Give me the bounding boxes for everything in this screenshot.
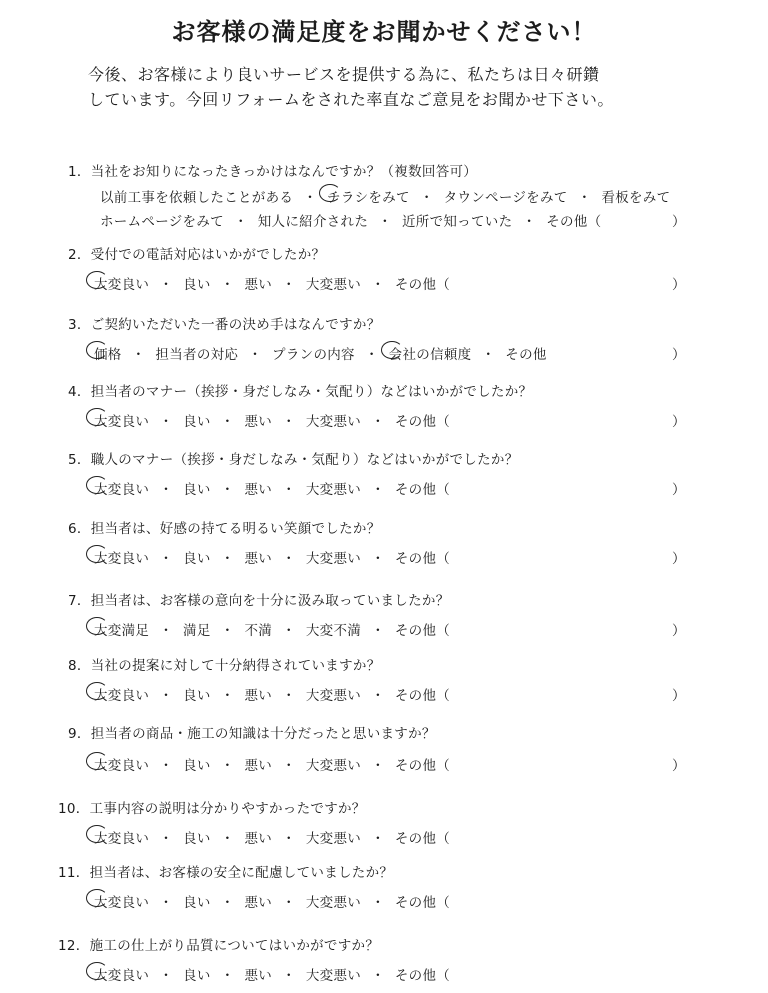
answer-option[interactable]: 大変悪い xyxy=(305,551,362,567)
question-number: 5． xyxy=(68,452,91,468)
selected-mark-icon xyxy=(86,962,108,980)
option-separator: ・ xyxy=(371,688,385,704)
close-paren: ） xyxy=(672,551,686,567)
answer-row xyxy=(94,343,547,363)
option-separator: ・ xyxy=(282,414,296,430)
answer-option[interactable]: 大変悪い xyxy=(305,482,362,498)
option-separator: ・ xyxy=(159,968,174,984)
answer-option[interactable]: その他（ xyxy=(394,688,451,704)
question-number: 9． xyxy=(68,726,91,742)
answer-option[interactable]: 看板をみて xyxy=(601,190,671,206)
answer-option[interactable]: その他（ xyxy=(394,414,451,430)
selected-mark-icon xyxy=(86,752,108,770)
option-separator: ・ xyxy=(522,214,537,230)
option-separator: ・ xyxy=(220,831,235,847)
option-separator: ・ xyxy=(282,688,296,704)
question-label: 担当者は、好感の持てる明るい笑顔でしたか？ xyxy=(90,521,381,537)
question-text xyxy=(68,448,519,468)
question-text xyxy=(68,243,325,263)
intro-line-1: 今後、お客様により良いサービスを提供する為に、私たちは日々研鑽 xyxy=(88,65,600,84)
answer-row xyxy=(94,478,450,498)
question-number: 2． xyxy=(68,247,91,263)
answer-option[interactable]: 大変良い xyxy=(94,684,149,704)
question-number: 12． xyxy=(58,938,90,954)
selected-mark-icon xyxy=(86,617,108,635)
answer-row xyxy=(94,754,450,774)
answer-option[interactable]: プランの内容 xyxy=(272,347,355,363)
answer-row xyxy=(94,684,450,704)
question-text xyxy=(68,589,450,609)
option-separator: ・ xyxy=(378,214,392,230)
option-separator: ・ xyxy=(282,831,296,847)
close-paren: ） xyxy=(672,347,686,363)
answer-row xyxy=(94,827,450,847)
option-separator: ・ xyxy=(220,758,235,774)
close-paren: ） xyxy=(672,214,686,230)
option-separator: ・ xyxy=(282,623,296,639)
option-separator: ・ xyxy=(371,623,385,639)
answer-option[interactable]: 良い xyxy=(183,482,211,498)
answer-option[interactable]: その他（ xyxy=(394,482,451,498)
question-text xyxy=(58,861,393,881)
option-separator: ・ xyxy=(282,968,296,984)
answer-option[interactable]: 担当者の対応 xyxy=(155,347,239,363)
selected-mark-icon xyxy=(86,341,108,359)
option-separator: ・ xyxy=(220,551,235,567)
answer-option[interactable]: 悪い xyxy=(244,482,273,498)
answer-option[interactable]: 会社の信頼度 xyxy=(389,343,472,363)
answer-option[interactable]: 良い xyxy=(183,831,211,847)
option-separator: ・ xyxy=(282,551,296,567)
answer-option[interactable]: 悪い xyxy=(244,277,273,293)
selected-mark-icon xyxy=(86,682,108,700)
answer-option[interactable]: タウンページをみて xyxy=(443,190,568,206)
option-separator: ・ xyxy=(371,277,385,293)
option-separator: ・ xyxy=(371,551,385,567)
option-separator: ・ xyxy=(303,190,318,206)
question-number: 11． xyxy=(58,865,90,881)
answer-option[interactable]: 良い xyxy=(183,277,211,293)
intro-line-2: しています。今回リフォームをされた率直なご意見をお聞かせ下さい。 xyxy=(88,90,614,109)
answer-option[interactable]: 大変良い xyxy=(94,273,149,293)
question-label: 当社の提案に対して十分納得されていますか？ xyxy=(90,658,381,674)
close-paren: ） xyxy=(672,482,686,498)
option-separator: ・ xyxy=(159,688,174,704)
question-text xyxy=(58,797,366,817)
option-separator: ・ xyxy=(481,347,496,363)
answer-option[interactable]: 近所で知っていた xyxy=(401,214,513,230)
question-label: 担当者は、お客様の意向を十分に汲み取っていましたか？ xyxy=(90,593,450,609)
answer-option[interactable]: 良い xyxy=(183,688,211,704)
question-number: 1． xyxy=(68,164,91,180)
option-separator: ・ xyxy=(371,968,385,984)
question-label: 受付での電話対応はいかがでしたか？ xyxy=(90,247,326,263)
option-separator: ・ xyxy=(159,482,174,498)
question-text xyxy=(58,934,379,954)
answer-option[interactable]: 大変悪い xyxy=(305,831,362,847)
question-text xyxy=(68,517,381,537)
answer-option[interactable]: 悪い xyxy=(244,895,273,911)
option-separator: ・ xyxy=(282,895,296,911)
option-separator: ・ xyxy=(282,482,296,498)
answer-option[interactable]: その他（ xyxy=(546,214,602,230)
question-text xyxy=(68,160,477,180)
option-separator: ・ xyxy=(233,214,248,230)
answer-option[interactable]: 大変満足 xyxy=(94,619,149,639)
question-label: 当社をお知りになったきっかけはなんですか？（複数回答可） xyxy=(90,164,478,180)
answer-option[interactable]: その他（ xyxy=(394,277,451,293)
option-separator: ・ xyxy=(220,277,235,293)
selected-mark-icon xyxy=(86,271,108,289)
close-paren: ） xyxy=(672,414,686,430)
answer-row xyxy=(100,186,670,206)
option-separator: ・ xyxy=(371,831,385,847)
option-separator: ・ xyxy=(577,190,592,206)
option-separator: ・ xyxy=(159,831,174,847)
page-title: お客様の満足度をお聞かせください！ xyxy=(171,18,597,46)
selected-mark-icon xyxy=(86,408,108,426)
option-separator: ・ xyxy=(419,190,434,206)
answer-row xyxy=(94,964,450,984)
answer-option[interactable]: 悪い xyxy=(244,551,273,567)
question-number: 10． xyxy=(58,801,90,817)
close-paren: ） xyxy=(672,277,686,293)
answer-option[interactable]: 大変良い xyxy=(94,827,149,847)
answer-option[interactable]: 大変良い xyxy=(94,410,149,430)
selected-mark-icon xyxy=(86,825,108,843)
answer-option[interactable]: 満足 xyxy=(183,623,211,639)
option-separator: ・ xyxy=(159,623,174,639)
question-number: 3． xyxy=(68,317,91,333)
selected-mark-icon xyxy=(381,341,403,359)
selected-mark-icon xyxy=(319,184,341,202)
option-separator: ・ xyxy=(364,347,379,363)
answer-option[interactable]: 大変悪い xyxy=(305,968,362,984)
answer-option[interactable]: その他 xyxy=(505,347,547,363)
question-label: 担当者の商品・施工の知識は十分だったと思いますか？ xyxy=(90,726,436,742)
answer-option[interactable]: 良い xyxy=(183,414,211,430)
answer-option[interactable]: チラシをみて xyxy=(327,186,410,206)
option-separator: ・ xyxy=(220,968,235,984)
question-label: ご契約いただいた一番の決め手はなんですか？ xyxy=(90,317,381,333)
selected-mark-icon xyxy=(86,545,108,563)
answer-option[interactable]: 知人に紹介された xyxy=(257,214,369,230)
option-separator: ・ xyxy=(220,895,235,911)
question-label: 施工の仕上がり品質についてはいかがですか？ xyxy=(89,938,380,954)
option-separator: ・ xyxy=(282,758,296,774)
question-label: 職人のマナー（挨拶・身だしなみ・気配り）などはいかがでしたか？ xyxy=(90,452,519,468)
option-separator: ・ xyxy=(159,414,174,430)
option-separator: ・ xyxy=(248,347,263,363)
answer-option[interactable]: 大変悪い xyxy=(305,688,362,704)
answer-row xyxy=(94,891,450,911)
selected-mark-icon xyxy=(86,889,108,907)
answer-option[interactable]: 悪い xyxy=(244,758,273,774)
answer-option[interactable]: その他（ xyxy=(394,623,451,639)
answer-option[interactable]: 大変悪い xyxy=(305,277,362,293)
question-label: 工事内容の説明は分かりやすかったですか？ xyxy=(89,801,366,817)
answer-option[interactable]: 悪い xyxy=(244,688,273,704)
option-separator: ・ xyxy=(371,895,385,911)
option-separator: ・ xyxy=(220,414,235,430)
answer-option[interactable]: 良い xyxy=(183,758,211,774)
option-separator: ・ xyxy=(220,482,235,498)
question-number: 7． xyxy=(68,593,91,609)
option-separator: ・ xyxy=(159,551,174,567)
question-text xyxy=(68,722,436,742)
answer-option[interactable]: 良い xyxy=(183,895,211,911)
answer-option[interactable]: その他（ xyxy=(394,831,451,847)
answer-row xyxy=(94,410,450,430)
question-number: 4． xyxy=(68,384,91,400)
answer-option[interactable]: 以前工事を依頼したことがある xyxy=(100,190,294,206)
option-separator: ・ xyxy=(371,482,385,498)
answer-option[interactable]: 大変不満 xyxy=(305,623,362,639)
answer-option[interactable]: 大変良い xyxy=(94,547,149,567)
answer-option[interactable]: その他（ xyxy=(394,968,451,984)
answer-option[interactable]: 大変良い xyxy=(94,754,149,774)
option-separator: ・ xyxy=(220,623,235,639)
option-separator: ・ xyxy=(159,277,174,293)
close-paren: ） xyxy=(672,688,686,704)
answer-row xyxy=(94,273,450,293)
close-paren: ） xyxy=(672,623,686,639)
answer-option[interactable]: 大変悪い xyxy=(305,895,362,911)
question-label: 担当者は、お客様の安全に配慮していましたか？ xyxy=(89,865,394,881)
option-separator: ・ xyxy=(220,688,235,704)
answer-row xyxy=(94,619,450,639)
answer-option[interactable]: その他（ xyxy=(394,895,451,911)
option-separator: ・ xyxy=(159,758,174,774)
answer-option[interactable]: 大変良い xyxy=(94,891,149,911)
question-text xyxy=(68,313,381,333)
option-separator: ・ xyxy=(159,895,174,911)
option-separator: ・ xyxy=(282,277,296,293)
option-separator: ・ xyxy=(371,414,385,430)
question-text xyxy=(68,654,381,674)
answer-option[interactable]: 良い xyxy=(183,551,211,567)
answer-option[interactable]: 大変良い xyxy=(94,478,149,498)
answer-row xyxy=(94,547,450,567)
answer-option[interactable]: その他（ xyxy=(394,551,451,567)
answer-option[interactable]: 大変悪い xyxy=(305,758,362,774)
close-paren: ） xyxy=(672,758,686,774)
option-separator: ・ xyxy=(371,758,385,774)
option-separator: ・ xyxy=(131,347,146,363)
question-number: 8． xyxy=(68,658,91,674)
answer-option[interactable]: 悪い xyxy=(244,414,273,430)
selected-mark-icon xyxy=(86,476,108,494)
answer-option[interactable]: 大変悪い xyxy=(305,414,362,430)
question-number: 6． xyxy=(68,521,91,537)
answer-option[interactable]: その他（ xyxy=(394,758,451,774)
answer-row xyxy=(100,210,601,230)
answer-option[interactable]: 不満 xyxy=(244,623,273,639)
intro-text xyxy=(88,62,728,112)
question-text xyxy=(68,380,532,400)
answer-option[interactable]: 悪い xyxy=(244,968,273,984)
answer-option[interactable]: 悪い xyxy=(244,831,273,847)
answer-option[interactable]: 大変良い xyxy=(94,964,149,984)
question-label: 担当者のマナー（挨拶・身だしなみ・気配り）などはいかがでしたか？ xyxy=(90,384,533,400)
answer-option[interactable]: 良い xyxy=(183,968,211,984)
answer-option[interactable]: 価格 xyxy=(94,343,122,363)
answer-option[interactable]: ホームページをみて xyxy=(100,214,224,230)
